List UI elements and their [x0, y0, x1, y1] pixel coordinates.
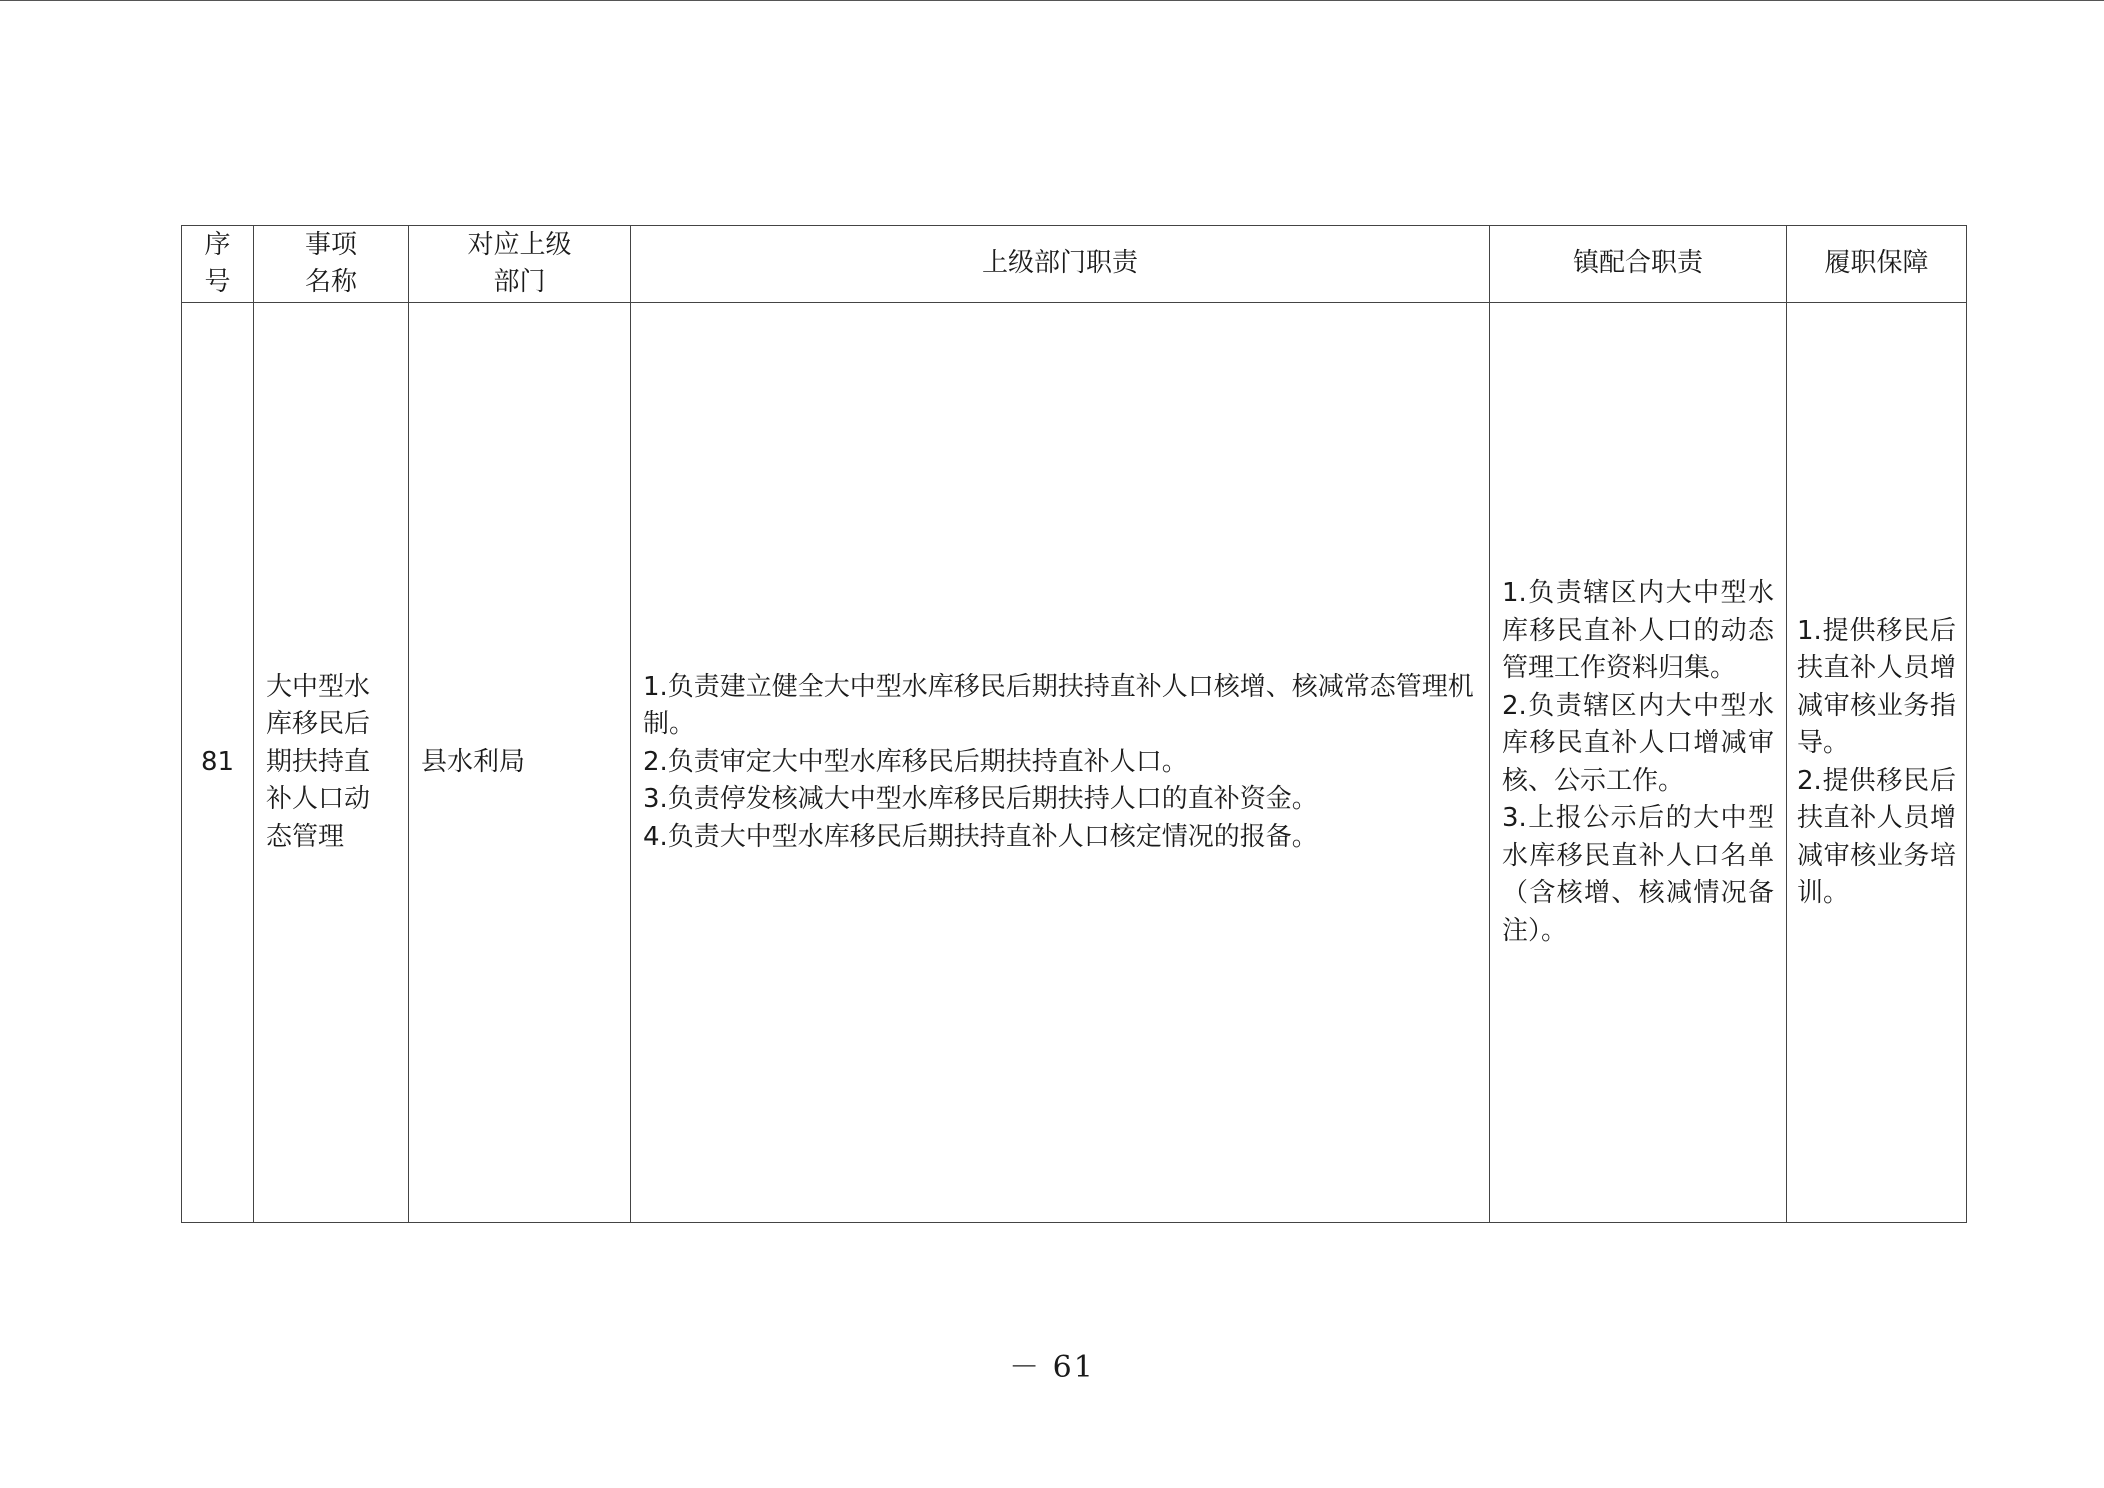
town-duty-item: 2.负责辖区内大中型水库移民直补人口增减审核、公示工作。 — [1502, 690, 1774, 796]
header-guarantee: 履职保障 — [1787, 226, 1967, 303]
header-seq: 序 号 — [182, 226, 254, 303]
superior-duty-item: 2.负责审定大中型水库移民后期扶持直补人口。 — [643, 746, 1188, 777]
cell-seq: 81 — [182, 303, 254, 1223]
superior-duty-item: 3.负责停发核减大中型水库移民后期扶持人口的直补资金。 — [643, 784, 1318, 815]
cell-guarantee — [1787, 303, 1967, 1223]
duty-table — [181, 225, 1967, 1223]
town-duty-item: 3.上报公示后的大中型水库移民直补人口名单（含核增、核减情况备注）。 — [1502, 803, 1774, 946]
cell-superior-dept: 县水利局 — [409, 303, 631, 1223]
superior-duty-item: 4.负责大中型水库移民后期扶持直补人口核定情况的报备。 — [643, 821, 1318, 852]
header-town-duties: 镇配合职责 — [1490, 226, 1787, 303]
cell-town-duties — [1490, 303, 1787, 1223]
table-header-row — [182, 226, 1967, 303]
guarantee-item: 2.提供移民后扶直补人员增减审核业务培训。 — [1797, 765, 1956, 908]
cell-superior-duties — [631, 303, 1490, 1223]
header-superior-dept: 对应上级 部门 — [409, 226, 631, 303]
cell-item-name: 大中型水 库移民后 期扶持直 补人口动 态管理 — [254, 303, 409, 1223]
guarantee-item: 1.提供移民后扶直补人员增减审核业务指导。 — [1797, 615, 1956, 758]
header-superior-duties: 上级部门职责 — [631, 226, 1490, 303]
town-duty-item: 1.负责辖区内大中型水库移民直补人口的动态管理工作资料归集。 — [1502, 578, 1774, 683]
header-item-name: 事项 名称 — [254, 226, 409, 303]
top-border-line — [0, 0, 2104, 1]
table-row — [182, 303, 1967, 1223]
page-number: － 61 — [1009, 1350, 1095, 1385]
superior-duty-item: 1.负责建立健全大中型水库移民后期扶持直补人口核增、核减常态管理机制。 — [643, 671, 1474, 740]
